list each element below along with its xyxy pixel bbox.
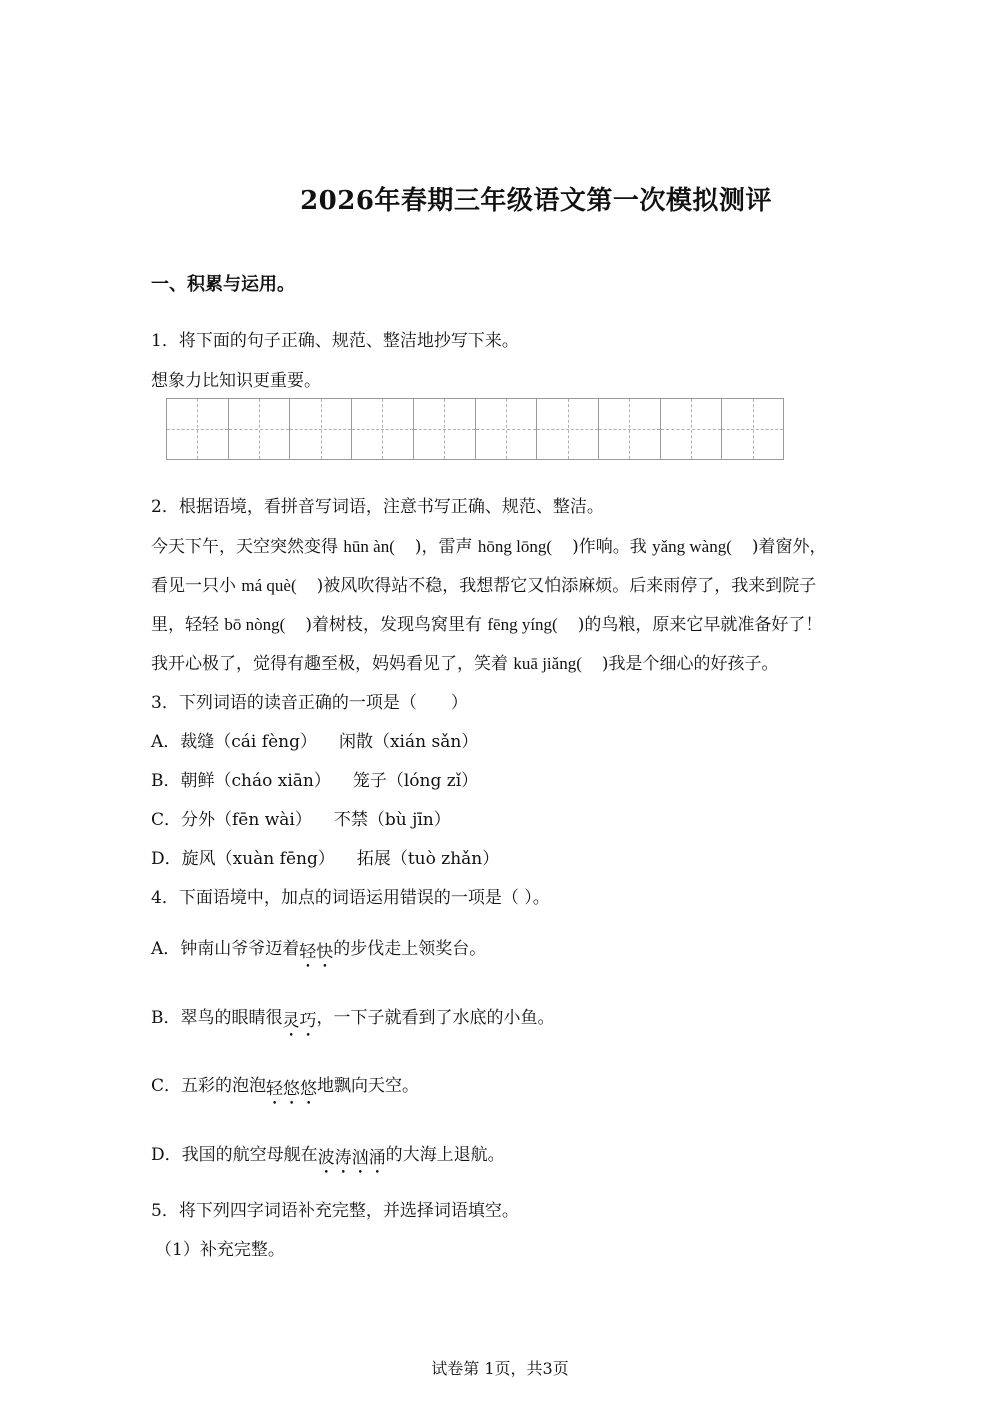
cell-guide-horizontal	[167, 429, 228, 430]
cell-guide-horizontal	[352, 429, 413, 430]
cell-guide-horizontal	[414, 429, 475, 430]
option-text: B．朝鲜（cháo xiān）	[151, 771, 331, 791]
option-text: C．分外（fēn wài）	[151, 810, 312, 830]
q2-paragraph-line-1	[151, 532, 827, 557]
option-text: B．翠鸟的眼睛很	[151, 1008, 283, 1028]
q3-option-b[interactable]	[151, 766, 478, 791]
dotted-word: 灵巧	[282, 1011, 317, 1031]
q5-prompt: 5．将下列四字词语补充完整，并选择词语填空。	[151, 1201, 519, 1221]
option-text: 闲散（xián sǎn）	[338, 732, 479, 752]
dotted-word: 轻快	[299, 942, 334, 962]
text: )着窗外，	[751, 537, 827, 557]
q4-prompt: 4．下面语境中，加点的词语运用错误的一项是（ ）。	[151, 888, 550, 908]
dotted-word: 轻悠悠	[266, 1079, 318, 1099]
option-text: 的步伐走上领奖台。	[333, 939, 487, 959]
option-text: 拓展（tuò zhǎn）	[356, 849, 500, 869]
pinyin-blank[interactable]: kuā jiǎng(	[513, 654, 582, 673]
text: )的鸟粮，原来它早就准备好了！	[577, 615, 823, 635]
option-text: 地飘向天空。	[317, 1076, 420, 1096]
text: )我是个细心的好孩子。	[601, 654, 779, 674]
q2-paragraph-line-3	[151, 610, 822, 635]
text: )，雷声	[414, 537, 478, 557]
writing-grid[interactable]	[166, 398, 784, 460]
cell-guide-horizontal	[722, 429, 783, 430]
q4-option-a[interactable]	[151, 934, 486, 969]
q4-option-d[interactable]	[151, 1140, 505, 1175]
pinyin-blank[interactable]: hūn àn(	[343, 537, 395, 556]
grid-cell[interactable]	[661, 399, 723, 459]
grid-cell[interactable]	[414, 399, 476, 459]
pinyin-blank[interactable]: má què(	[241, 576, 297, 595]
grid-cell[interactable]	[476, 399, 538, 459]
grid-cell[interactable]	[167, 399, 229, 459]
pinyin-blank[interactable]: yǎng wàng(	[652, 537, 732, 556]
q5-sub1: （1）补充完整。	[155, 1240, 285, 1260]
cell-guide-horizontal	[537, 429, 598, 430]
q2-paragraph-line-2	[151, 571, 816, 596]
q3-option-c[interactable]	[151, 805, 451, 830]
option-text: D．旋风（xuàn fēng）	[151, 849, 335, 869]
q3-option-a[interactable]	[151, 727, 478, 752]
cell-guide-horizontal	[476, 429, 537, 430]
text: )着树枝，发现鸟窝里有	[305, 615, 488, 635]
grid-cell[interactable]	[229, 399, 291, 459]
grid-cell[interactable]	[599, 399, 661, 459]
text: )作响。我	[572, 537, 653, 557]
grid-cell[interactable]	[290, 399, 352, 459]
option-text: A．裁缝（cái fèng）	[151, 732, 317, 752]
option-text: ，一下子就看到了水底的小鱼。	[316, 1008, 555, 1028]
cell-guide-horizontal	[661, 429, 722, 430]
grid-cell[interactable]	[352, 399, 414, 459]
option-text: D．我国的航空母舰在	[151, 1145, 318, 1165]
page-footer: 试卷第 1页，共3页	[431, 1359, 569, 1378]
q1-sentence: 想象力比知识更重要。	[151, 371, 321, 391]
page-title: 2026年春期三年级语文第一次模拟测评	[300, 186, 772, 216]
q4-option-b[interactable]	[151, 1003, 555, 1038]
grid-cell[interactable]	[722, 399, 783, 459]
dotted-word: 波涛汹涌	[317, 1148, 386, 1168]
q2-prompt: 2．根据语境，看拼音写词语，注意书写正确、规范、整洁。	[151, 497, 604, 517]
option-text: 的大海上退航。	[385, 1145, 505, 1165]
section-heading: 一、积累与运用。	[151, 274, 295, 295]
pinyin-blank[interactable]: bō nòng(	[224, 615, 286, 634]
q1-prompt: 1．将下面的句子正确、规范、整洁地抄写下来。	[151, 331, 519, 351]
q4-option-c[interactable]	[151, 1071, 419, 1106]
q2-paragraph-line-4	[151, 649, 779, 674]
q3-option-d[interactable]	[151, 844, 499, 869]
text: 我开心极了，觉得有趣至极，妈妈看见了，笑着	[151, 654, 514, 674]
option-text: C．五彩的泡泡	[151, 1076, 267, 1096]
q3-prompt: 3．下列词语的读音正确的一项是（ ）	[151, 693, 468, 713]
cell-guide-horizontal	[290, 429, 351, 430]
option-text: 笼子（lóng zǐ）	[352, 771, 479, 791]
option-text: A．钟南山爷爷迈着	[151, 939, 300, 959]
option-text: 不禁（bù jīn）	[333, 810, 451, 830]
text: 里，轻轻	[151, 615, 225, 635]
text: 看见一只小	[151, 576, 242, 596]
text: )被风吹得站不稳，我想帮它又怕添麻烦。后来雨停了，我来到院子	[316, 576, 817, 596]
pinyin-blank[interactable]: fēng yíng(	[487, 615, 558, 634]
text: 今天下午，天空突然变得	[151, 537, 344, 557]
cell-guide-horizontal	[599, 429, 660, 430]
cell-guide-horizontal	[229, 429, 290, 430]
pinyin-blank[interactable]: hōng lōng(	[477, 537, 553, 556]
grid-cell[interactable]	[537, 399, 599, 459]
